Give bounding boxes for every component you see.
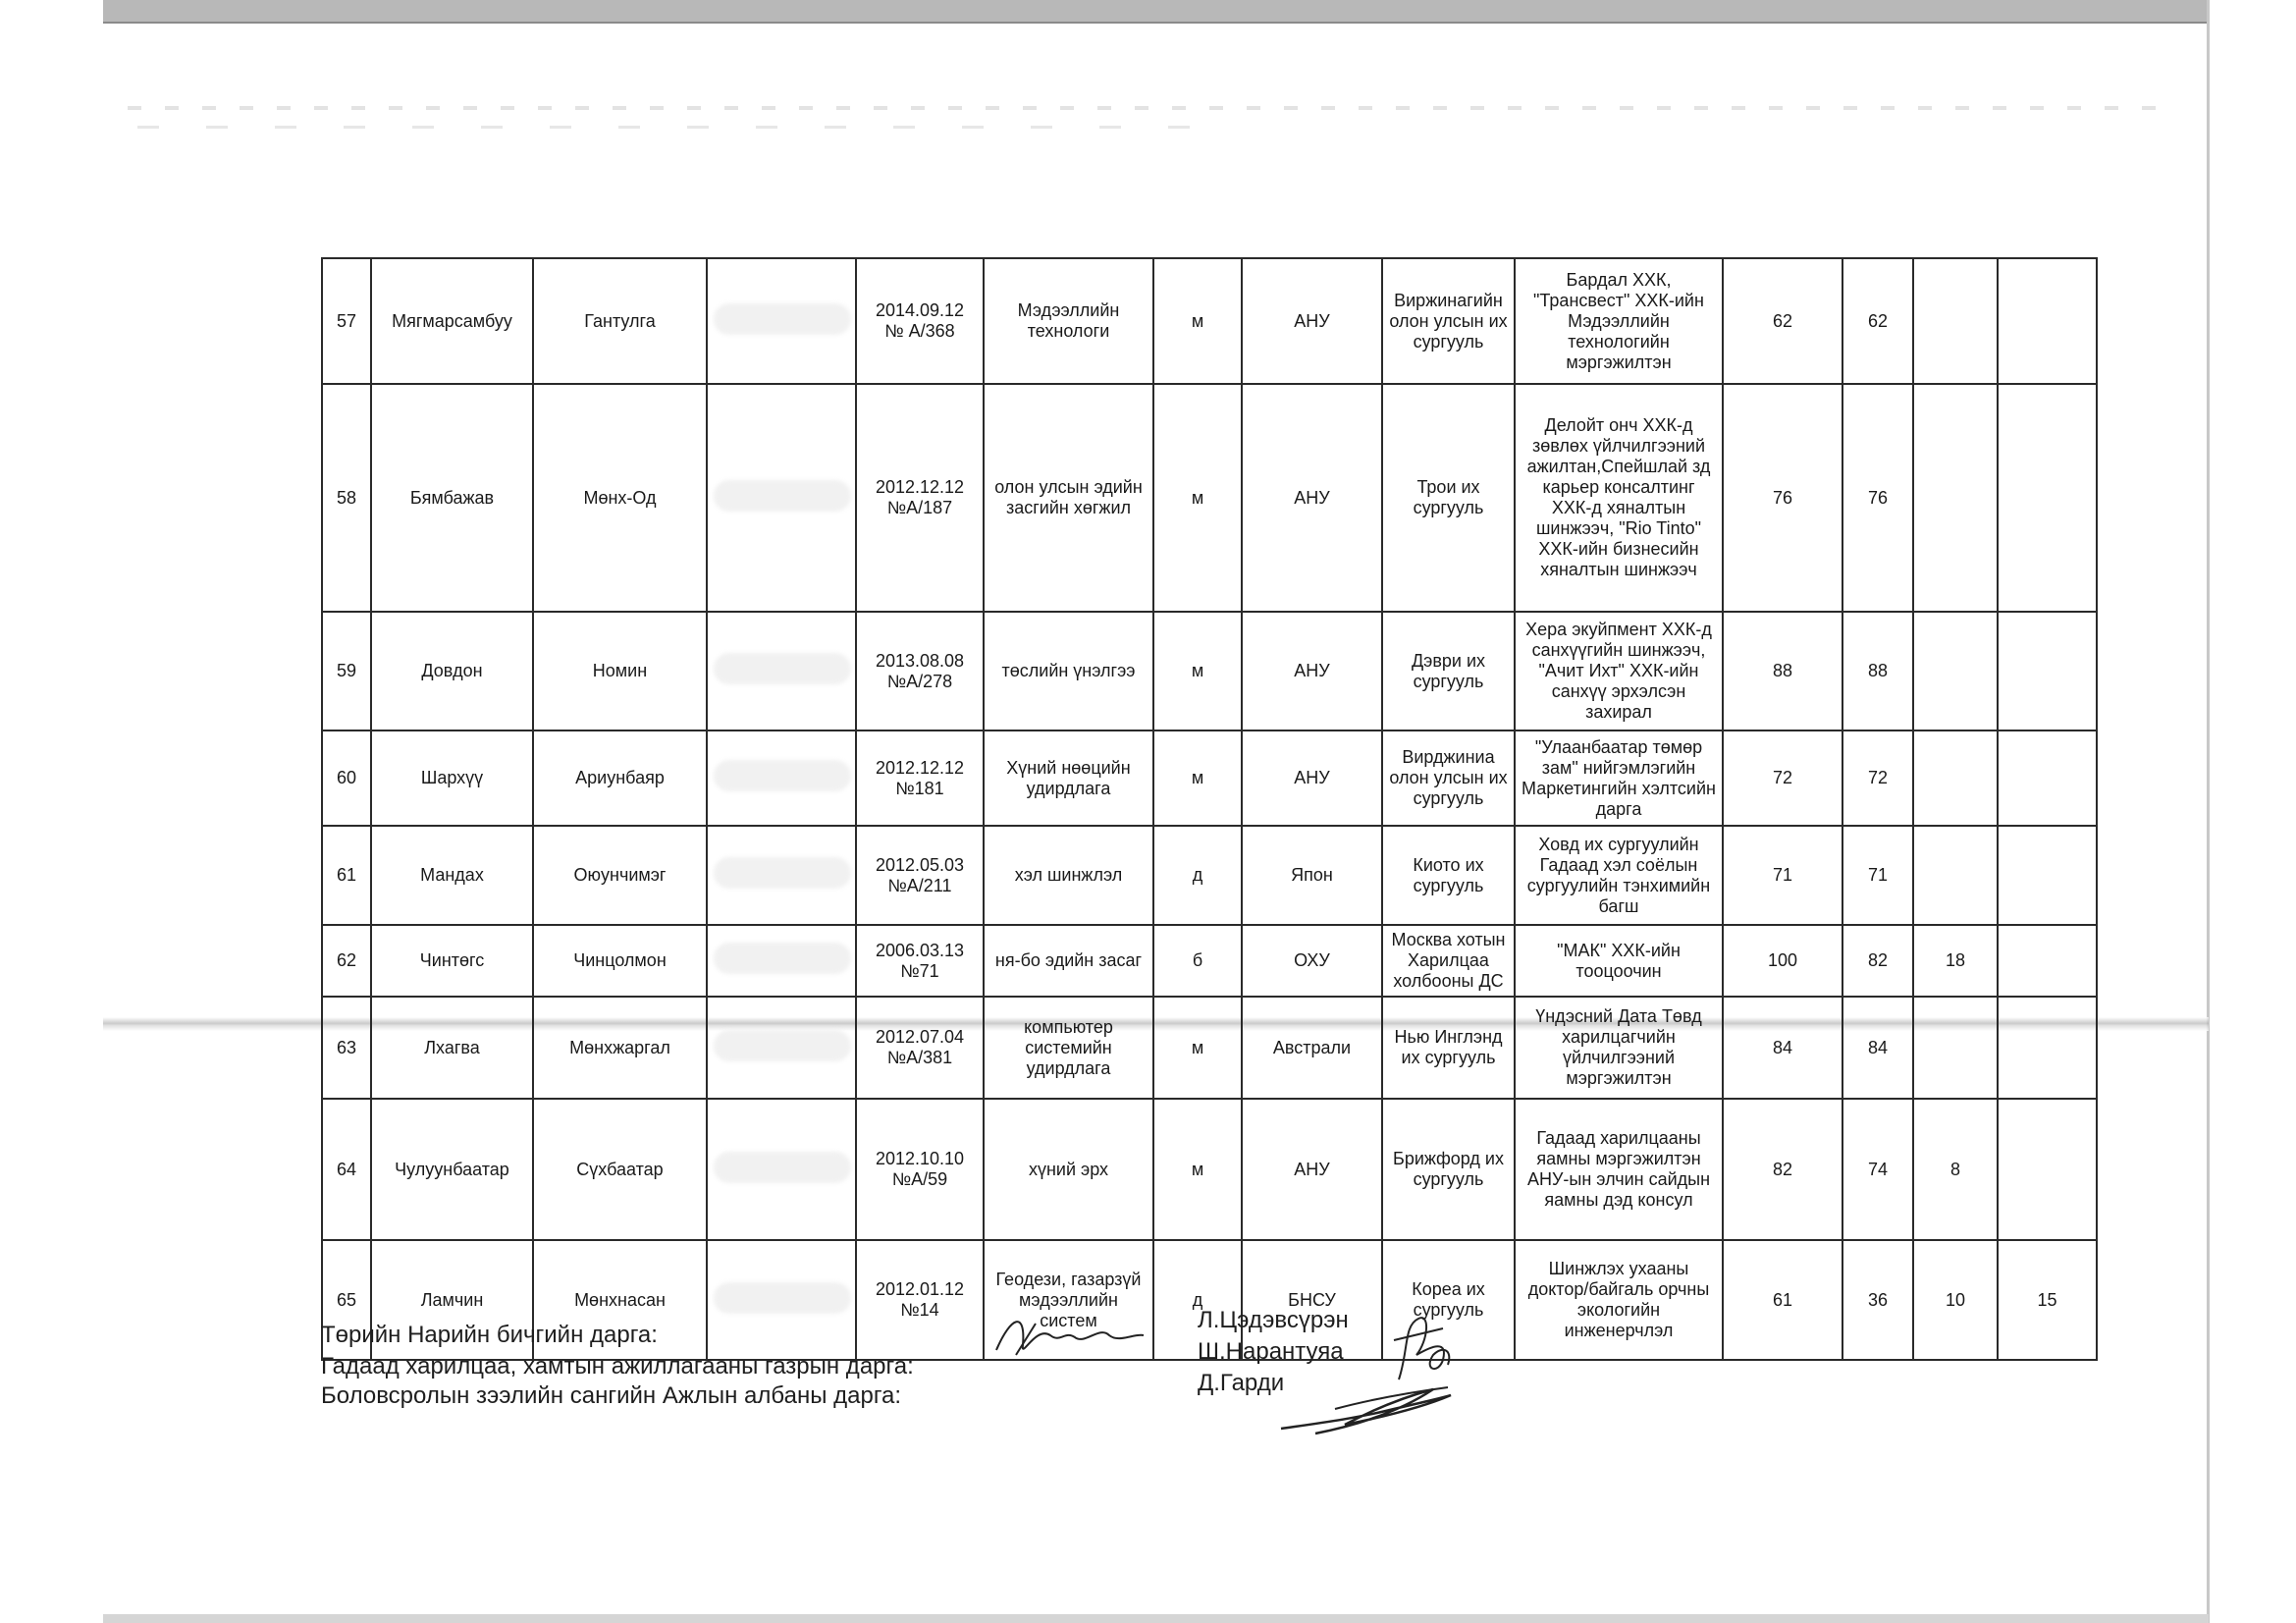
- given-name-cell: Чинцолмон: [533, 925, 707, 997]
- university-cell: Кореа их сургууль: [1382, 1240, 1515, 1360]
- amount-extra-cell: 8: [1913, 1099, 1998, 1240]
- amount-fund-cell: 71: [1842, 826, 1913, 925]
- contract-date-cell: [856, 730, 984, 826]
- signature-3: [1276, 1380, 1458, 1438]
- redacted-cell: [707, 925, 856, 997]
- signature-1: [991, 1306, 1148, 1365]
- field-of-study-cell: компьютер системийн удирдлага: [984, 997, 1153, 1099]
- workplace-cell: "Улаанбаатар төмөр зам" нийгэмлэгийн Маркетингийн хэлтсийн дарга: [1515, 730, 1723, 826]
- degree-cell: м: [1153, 258, 1242, 384]
- field-of-study-cell: олон улсын эдийн засгийн хөгжил: [984, 384, 1153, 612]
- field-of-study-cell: төслийн үнэлгээ: [984, 612, 1153, 730]
- amount-extra-cell: 10: [1913, 1240, 1998, 1360]
- country-cell: Япон: [1242, 826, 1382, 925]
- amount-other-cell: [1998, 612, 2097, 730]
- redacted-cell: [707, 612, 856, 730]
- footer-title-3: Боловсролын зээлийн сангийн Ажлын албаны дарга:: [321, 1382, 902, 1409]
- footer-name-2: Ш.Нарантуяа: [1198, 1338, 1344, 1365]
- scan-noise: [137, 126, 1198, 129]
- contract-date: 2012.01.12: [875, 1279, 965, 1299]
- table-row: [322, 612, 2097, 730]
- amount-fund-cell: 88: [1842, 612, 1913, 730]
- degree-cell: м: [1153, 384, 1242, 612]
- amount-extra-cell: [1913, 826, 1998, 925]
- scan-edge-line: [103, 22, 2209, 24]
- university-cell: Трои их сургууль: [1382, 384, 1515, 612]
- workplace-cell: Бардал ХХК, "Трансвест" ХХК-ийн Мэдээллийн технологийн мэргэжилтэн: [1515, 258, 1723, 384]
- contract-date-cell: [856, 997, 984, 1099]
- country-cell: БНСУ: [1242, 1240, 1382, 1360]
- redacted-blur: [714, 303, 851, 335]
- order-number: №А/278: [886, 671, 953, 691]
- contract-date-cell: [856, 826, 984, 925]
- degree-cell: д: [1153, 1240, 1242, 1360]
- field-of-study-cell: ня-бо эдийн засаг: [984, 925, 1153, 997]
- surname-cell: Шархүү: [371, 730, 533, 826]
- amount-other-cell: [1998, 997, 2097, 1099]
- amount-other-cell: [1998, 258, 2097, 384]
- given-name-cell: Оюунчимэг: [533, 826, 707, 925]
- redacted-cell: [707, 826, 856, 925]
- country-cell: Австрали: [1242, 997, 1382, 1099]
- degree-cell: м: [1153, 612, 1242, 730]
- contract-date-cell: [856, 384, 984, 612]
- field-of-study-cell: Геодези, газарзүй мэдээллийн систем: [984, 1240, 1153, 1360]
- country-cell: АНУ: [1242, 384, 1382, 612]
- contract-date-cell: [856, 612, 984, 730]
- table-row: [322, 925, 2097, 997]
- order-number: № А/368: [884, 321, 955, 341]
- redacted-blur: [714, 943, 851, 974]
- redacted-blur: [714, 1030, 851, 1061]
- surname-cell: Довдон: [371, 612, 533, 730]
- row-number: 57: [322, 258, 371, 384]
- amount-fund-cell: 76: [1842, 384, 1913, 612]
- contract-date: 2012.07.04: [875, 1027, 965, 1047]
- order-number: №А/59: [891, 1169, 948, 1189]
- country-cell: ОХУ: [1242, 925, 1382, 997]
- amount-fund-cell: 72: [1842, 730, 1913, 826]
- amount-other-cell: [1998, 925, 2097, 997]
- redacted-cell: [707, 258, 856, 384]
- amount-extra-cell: [1913, 612, 1998, 730]
- degree-cell: м: [1153, 997, 1242, 1099]
- degree-cell: м: [1153, 1099, 1242, 1240]
- redacted-blur: [714, 1282, 851, 1314]
- contract-date-cell: [856, 1240, 984, 1360]
- given-name-cell: Ариунбаяр: [533, 730, 707, 826]
- degree-cell: б: [1153, 925, 1242, 997]
- redacted-blur: [714, 480, 851, 512]
- row-number: 58: [322, 384, 371, 612]
- amount-extra-cell: [1913, 997, 1998, 1099]
- amount-fund-cell: 84: [1842, 997, 1913, 1099]
- workplace-cell: Үндэсний Дата Төвд харилцагчийн үйлчилгээний мэргэжилтэн: [1515, 997, 1723, 1099]
- amount-total-cell: 84: [1723, 997, 1842, 1099]
- given-name-cell: Сүхбаатар: [533, 1099, 707, 1240]
- scan-edge-top: [103, 0, 2209, 22]
- row-number: 64: [322, 1099, 371, 1240]
- university-cell: Брижфорд их сургууль: [1382, 1099, 1515, 1240]
- order-number: №71: [900, 960, 939, 981]
- country-cell: АНУ: [1242, 730, 1382, 826]
- amount-total-cell: 61: [1723, 1240, 1842, 1360]
- degree-cell: м: [1153, 730, 1242, 826]
- row-number: 60: [322, 730, 371, 826]
- amount-total-cell: 76: [1723, 384, 1842, 612]
- redacted-cell: [707, 1099, 856, 1240]
- surname-cell: Мандах: [371, 826, 533, 925]
- order-number: №А/211: [887, 875, 952, 895]
- table-row: [322, 826, 2097, 925]
- surname-cell: Бямбажав: [371, 384, 533, 612]
- field-of-study-cell: хүний эрх: [984, 1099, 1153, 1240]
- contract-date-cell: [856, 925, 984, 997]
- redacted-blur: [714, 653, 851, 684]
- amount-fund-cell: 82: [1842, 925, 1913, 997]
- university-cell: Виржинагийн олон улсын их сургууль: [1382, 258, 1515, 384]
- scholarship-table: [321, 257, 2098, 1361]
- contract-date: 2014.09.12: [875, 300, 965, 320]
- table-row: [322, 258, 2097, 384]
- workplace-cell: Шинжлэх ухааны доктор/байгаль орчны экологийн инженерчлэл: [1515, 1240, 1723, 1360]
- amount-other-cell: [1998, 1099, 2097, 1240]
- workplace-cell: Хера экуйпмент ХХК-д санхүүгийн шинжээч, "Ачит Ихт" ХХК-ийн санхүү эрхэлсэн захирал: [1515, 612, 1723, 730]
- country-cell: АНУ: [1242, 258, 1382, 384]
- workplace-cell: Делойт онч ХХК-д зөвлөх үйлчилгээний ажилтан,Спейшлай зд карьер консалтинг ХХК-д хяналтын шинжээч, "Rio Tinto" ХХК-ийн бизнесийн хяналтын шинжээч: [1515, 384, 1723, 612]
- amount-total-cell: 82: [1723, 1099, 1842, 1240]
- given-name-cell: Мөнхнасан: [533, 1240, 707, 1360]
- order-number: №А/187: [886, 498, 953, 517]
- order-number: №А/381: [886, 1048, 953, 1067]
- amount-total-cell: 100: [1723, 925, 1842, 997]
- amount-other-cell: [1998, 826, 2097, 925]
- amount-total-cell: 62: [1723, 258, 1842, 384]
- footer-name-1: Л.Цэдэвсүрэн: [1198, 1307, 1349, 1333]
- redacted-cell: [707, 1240, 856, 1360]
- contract-date-cell: [856, 1099, 984, 1240]
- amount-other-cell: [1998, 384, 2097, 612]
- workplace-cell: Ховд их сургуулийн Гадаад хэл соёлын сургуулийн тэнхимийн багш: [1515, 826, 1723, 925]
- order-number: №181: [895, 778, 944, 798]
- country-cell: АНУ: [1242, 612, 1382, 730]
- order-number: №14: [900, 1300, 939, 1320]
- row-number: 59: [322, 612, 371, 730]
- surname-cell: Ламчин: [371, 1240, 533, 1360]
- table-row: [322, 384, 2097, 612]
- given-name-cell: Гантулга: [533, 258, 707, 384]
- scan-edge-bottom: [103, 1614, 2209, 1623]
- surname-cell: Чинтөгс: [371, 925, 533, 997]
- contract-date: 2012.12.12: [875, 757, 965, 778]
- given-name-cell: Мөнхжаргал: [533, 997, 707, 1099]
- contract-date-cell: [856, 258, 984, 384]
- table-row: [322, 997, 2097, 1099]
- surname-cell: Мягмарсамбуу: [371, 258, 533, 384]
- redacted-blur: [714, 760, 851, 791]
- amount-total-cell: 71: [1723, 826, 1842, 925]
- table-body: [322, 258, 2097, 1360]
- contract-date: 2013.08.08: [875, 650, 965, 671]
- workplace-cell: Гадаад харилцааны яамны мэргэжилтэн АНУ-ын элчин сайдын яамны дэд консул: [1515, 1099, 1723, 1240]
- university-cell: Нью Инглэнд их сургууль: [1382, 997, 1515, 1099]
- scan-noise: [128, 106, 2179, 110]
- amount-extra-cell: 18: [1913, 925, 1998, 997]
- amount-extra-cell: [1913, 730, 1998, 826]
- contract-date: 2012.12.12: [875, 477, 965, 497]
- table-row: [322, 730, 2097, 826]
- amount-fund-cell: 36: [1842, 1240, 1913, 1360]
- redacted-cell: [707, 997, 856, 1099]
- amount-other-cell: 15: [1998, 1240, 2097, 1360]
- row-number: 61: [322, 826, 371, 925]
- given-name-cell: Номин: [533, 612, 707, 730]
- signature-2: [1389, 1311, 1458, 1384]
- surname-cell: Лхагва: [371, 997, 533, 1099]
- university-cell: Киото их сургууль: [1382, 826, 1515, 925]
- redacted-blur: [714, 1152, 851, 1183]
- footer-name-3: Д.Гарди: [1198, 1370, 1285, 1396]
- footer-title-2: Гадаад харилцаа, хамтын ажиллагааны газрын дарга:: [321, 1353, 914, 1380]
- redacted-cell: [707, 730, 856, 826]
- degree-cell: д: [1153, 826, 1242, 925]
- amount-extra-cell: [1913, 258, 1998, 384]
- field-of-study-cell: хэл шинжлэл: [984, 826, 1153, 925]
- amount-fund-cell: 74: [1842, 1099, 1913, 1240]
- university-cell: Москва хотын Харилцаа холбооны ДС: [1382, 925, 1515, 997]
- row-number: 62: [322, 925, 371, 997]
- given-name-cell: Мөнх-Од: [533, 384, 707, 612]
- country-cell: АНУ: [1242, 1099, 1382, 1240]
- row-number: 65: [322, 1240, 371, 1360]
- university-cell: Вирджиниа олон улсын их сургууль: [1382, 730, 1515, 826]
- field-of-study-cell: Мэдээллийн технологи: [984, 258, 1153, 384]
- contract-date: 2012.05.03: [875, 854, 965, 875]
- amount-fund-cell: 62: [1842, 258, 1913, 384]
- field-of-study-cell: Хүний нөөцийн удирдлага: [984, 730, 1153, 826]
- university-cell: Дэври их сургууль: [1382, 612, 1515, 730]
- row-number: 63: [322, 997, 371, 1099]
- surname-cell: Чулуунбаатар: [371, 1099, 533, 1240]
- amount-extra-cell: [1913, 384, 1998, 612]
- contract-date: 2006.03.13: [875, 940, 965, 960]
- amount-total-cell: 88: [1723, 612, 1842, 730]
- table-row: [322, 1099, 2097, 1240]
- amount-total-cell: 72: [1723, 730, 1842, 826]
- workplace-cell: "МАК" ХХК-ийн тооцоочин: [1515, 925, 1723, 997]
- amount-other-cell: [1998, 730, 2097, 826]
- redacted-blur: [714, 857, 851, 889]
- redacted-cell: [707, 384, 856, 612]
- footer-title-1: Төрийн Нарийн бичгийн дарга:: [321, 1322, 658, 1348]
- contract-date: 2012.10.10: [875, 1149, 965, 1168]
- scan-edge-right: [2207, 0, 2210, 1623]
